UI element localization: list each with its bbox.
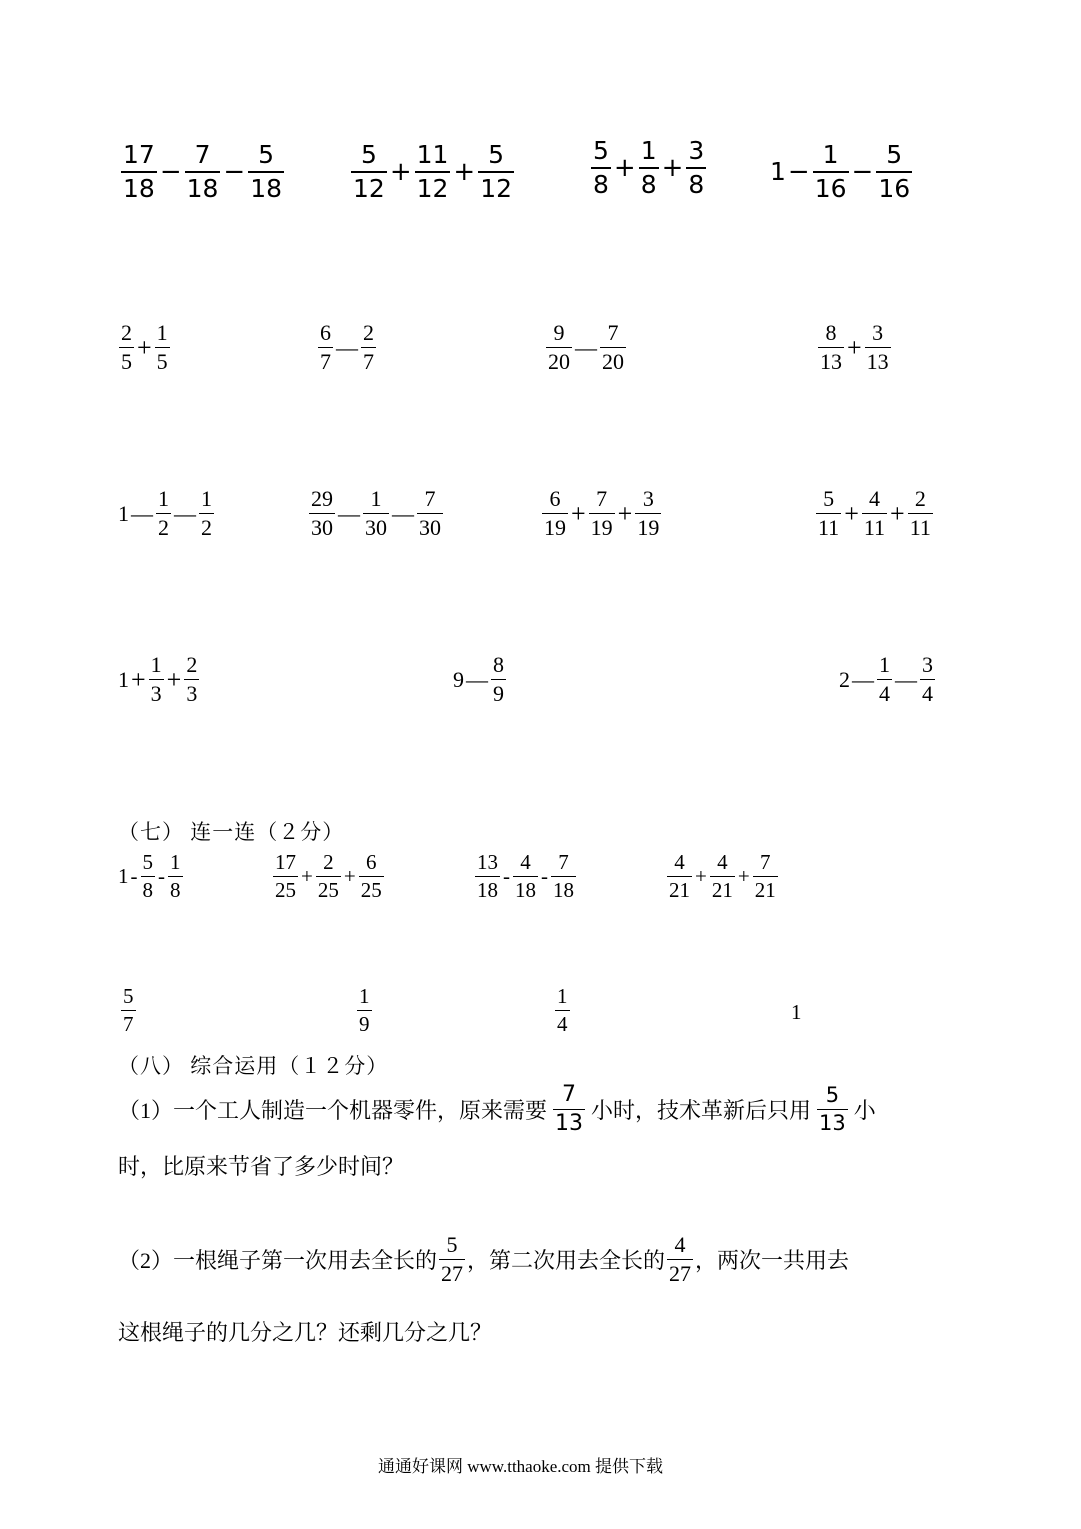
fraction: $\frac{8}{9}$ <box>493 652 504 706</box>
operator: — <box>174 500 196 526</box>
operator: + <box>617 498 633 528</box>
fraction: $\frac{5}{7}$ <box>123 984 134 1036</box>
question-1-text-a: （1）一个工人制造一个机器零件，原来需要 <box>118 1098 548 1123</box>
question-2-text-a: （2）一根绳子第一次用去全长的 <box>118 1248 438 1273</box>
fraction: $\frac{1}{5}$ <box>156 320 168 374</box>
operator: + <box>301 864 313 888</box>
fraction: $\frac{3}{8}$ <box>688 136 705 199</box>
expression-r1-4 <box>770 142 913 201</box>
fraction: $\frac{7}{30}$ <box>419 486 441 540</box>
fraction: $\frac{7}{19}$ <box>590 486 613 540</box>
operator: − <box>159 156 182 187</box>
fraction: $\frac{17}{25}$ <box>275 850 296 902</box>
question-2-text-c: ，两次一共用去 <box>695 1248 850 1273</box>
operator: — <box>466 666 488 692</box>
fraction: $\frac{1}{3}$ <box>150 652 162 706</box>
fraction: $\frac{4}{21}$ <box>669 850 690 902</box>
operator: + <box>844 498 859 528</box>
match-answer-4 <box>791 1000 802 1025</box>
fraction: $\frac{3}{19}$ <box>637 486 660 540</box>
page-footer: 通通好课网 www.tthaoke.com 提供下载 <box>378 1457 664 1476</box>
expression-r4-1 <box>118 654 200 705</box>
fraction: $\frac{7}{18}$ <box>186 140 219 203</box>
match-answer-2 <box>356 986 373 1035</box>
fraction: $\frac{6}{19}$ <box>544 486 566 540</box>
expression-r4-3 <box>839 654 936 705</box>
fraction: $\frac{9}{20}$ <box>548 320 570 374</box>
operator: - <box>130 864 138 888</box>
fraction: $\frac{6}{7}$ <box>320 320 331 374</box>
whole-number: 9 <box>453 666 464 692</box>
operator: + <box>137 332 152 362</box>
whole-number: 1 <box>118 666 129 692</box>
question-2-line-2: 这根绳子的几分之几？还剩几分之几？ <box>118 1320 493 1345</box>
fraction: $\frac{5}{8}$ <box>142 850 153 902</box>
match-expression-2 <box>272 852 385 901</box>
operator: + <box>847 332 862 362</box>
operator: — <box>575 334 597 360</box>
operator: — <box>338 500 360 526</box>
operator: + <box>389 156 412 187</box>
question-1-text-b: 小时，技术革新后只用 <box>591 1098 812 1123</box>
match-expression-1 <box>118 852 184 901</box>
whole-number: 1 <box>118 864 129 888</box>
fraction: $\frac{1}{30}$ <box>365 486 387 540</box>
fraction: $\frac{5}{11}$ <box>818 486 840 540</box>
fraction: $\frac{17}{18}$ <box>123 140 155 203</box>
question-1-line-2: 时，比原来节省了多少时间？ <box>118 1154 405 1179</box>
match-answer-3 <box>554 986 571 1035</box>
fraction: $\frac{5}{16}$ <box>878 140 911 203</box>
fraction: $\frac{5}{13}$ <box>819 1083 846 1135</box>
expression-r2-1 <box>118 322 171 373</box>
match-answer-1 <box>120 986 137 1035</box>
fraction: $\frac{3}{4}$ <box>922 652 933 706</box>
fraction: $\frac{4}{18}$ <box>515 850 536 902</box>
fraction: $\frac{2}{7}$ <box>363 320 374 374</box>
operator: + <box>453 156 476 187</box>
operator: — <box>895 666 917 692</box>
fraction: $\frac{1}{4}$ <box>557 984 568 1036</box>
section-7-title: （七） 连一连（２分） <box>118 820 345 844</box>
fraction: $\frac{5}{18}$ <box>250 140 283 203</box>
fraction: $\frac{2}{11}$ <box>909 486 931 540</box>
expression-r3-4 <box>815 488 934 539</box>
operator: - <box>503 864 510 888</box>
fraction: $\frac{5}{12}$ <box>480 140 513 203</box>
whole-number: 1 <box>791 1000 802 1024</box>
operator: − <box>787 156 810 187</box>
expression-r1-3 <box>590 138 707 197</box>
fraction: $\frac{29}{30}$ <box>311 486 333 540</box>
fraction: $\frac{1}{8}$ <box>640 136 657 199</box>
operator: — <box>131 500 153 526</box>
fraction: $\frac{7}{20}$ <box>602 320 624 374</box>
operator: + <box>737 864 750 888</box>
expression-r3-1 <box>118 488 215 539</box>
fraction: $\frac{7}{18}$ <box>553 850 574 902</box>
fraction: $\frac{1}{8}$ <box>170 850 181 902</box>
whole-number: 2 <box>839 666 850 692</box>
operator: + <box>695 864 707 888</box>
operator: + <box>131 664 146 694</box>
section-8-title: （八） 综合运用（１２分） <box>118 1054 389 1078</box>
whole-number: 1 <box>770 157 786 186</box>
operator: — <box>852 666 874 692</box>
question-1-line-1 <box>118 1084 876 1135</box>
fraction: $\frac{4}{11}$ <box>863 486 886 540</box>
fraction: $\frac{2}{3}$ <box>186 652 198 706</box>
fraction: $\frac{1}{4}$ <box>879 652 890 706</box>
expression-r3-3 <box>541 488 662 539</box>
operator: + <box>890 498 905 528</box>
fraction: $\frac{6}{25}$ <box>360 850 382 902</box>
expression-r2-4 <box>817 322 892 373</box>
fraction: $\frac{7}{21}$ <box>754 850 776 902</box>
fraction: $\frac{1}{9}$ <box>359 984 370 1036</box>
expression-r1-2 <box>350 142 515 201</box>
expression-r2-3 <box>545 322 627 373</box>
question-2-line-1 <box>118 1234 849 1285</box>
operator: − <box>851 156 874 187</box>
expression-r4-2 <box>453 654 507 705</box>
operator: − <box>223 156 246 187</box>
fraction: $\frac{8}{13}$ <box>820 320 842 374</box>
operator: — <box>336 334 358 360</box>
fraction: $\frac{5}{27}$ <box>441 1232 464 1286</box>
fraction: $\frac{5}{12}$ <box>353 140 385 203</box>
operator: - <box>541 864 548 888</box>
operator: + <box>613 152 636 183</box>
fraction: $\frac{11}{12}$ <box>416 140 449 203</box>
fraction: $\frac{4}{27}$ <box>669 1232 692 1286</box>
operator: + <box>166 664 182 694</box>
match-expression-4 <box>666 852 779 901</box>
fraction: $\frac{5}{8}$ <box>593 136 609 199</box>
fraction: $\frac{7}{13}$ <box>555 1082 584 1136</box>
operator: - <box>158 864 165 888</box>
fraction: $\frac{1}{2}$ <box>158 486 169 540</box>
fraction: $\frac{3}{13}$ <box>866 320 889 374</box>
operator: + <box>661 152 684 183</box>
expression-r3-2 <box>308 488 444 539</box>
operator: + <box>571 498 586 528</box>
question-1-text-c: 小 <box>853 1098 876 1123</box>
expression-r2-2 <box>317 322 377 373</box>
fraction: $\frac{13}{18}$ <box>477 850 498 902</box>
fraction: $\frac{2}{25}$ <box>317 850 339 902</box>
expression-r1-1 <box>120 142 285 201</box>
match-expression-3 <box>474 852 577 901</box>
fraction: $\frac{1}{2}$ <box>201 486 212 540</box>
question-2-text-b: ，第二次用去全长的 <box>467 1248 666 1273</box>
fraction: $\frac{2}{5}$ <box>121 320 132 374</box>
operator: — <box>392 500 414 526</box>
fraction: $\frac{1}{16}$ <box>814 140 847 203</box>
whole-number: 1 <box>118 500 129 526</box>
operator: + <box>343 864 356 888</box>
fraction: $\frac{4}{21}$ <box>711 850 733 902</box>
